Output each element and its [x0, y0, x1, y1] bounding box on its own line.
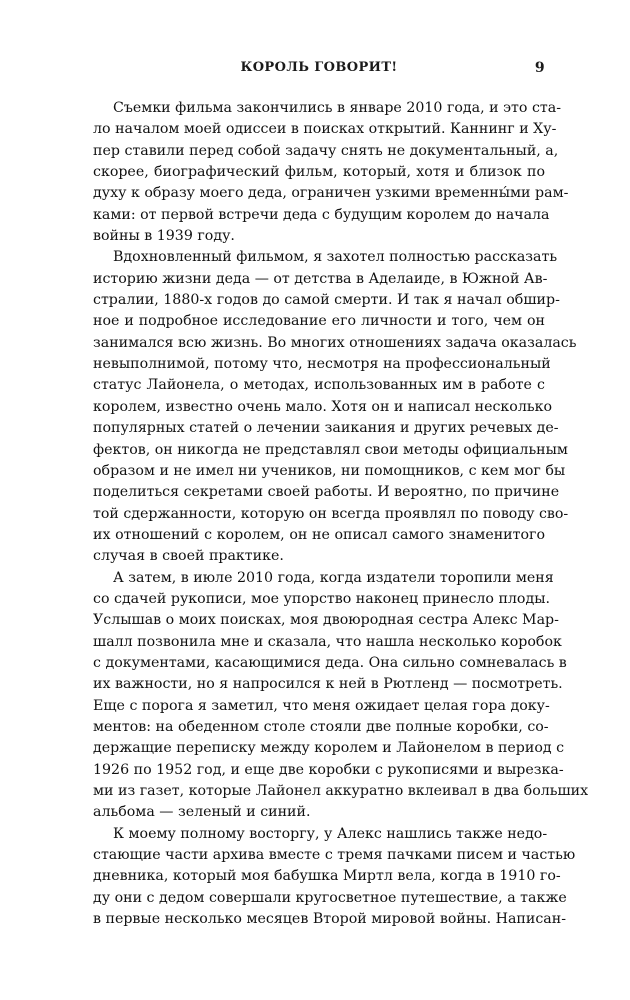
- text-line: занимался всю жизнь. Во многих отношениях задача оказалась: [93, 334, 577, 351]
- text-line: статус Лайонела, о методах, использованных им в работе с: [93, 377, 545, 394]
- running-head: [93, 60, 545, 82]
- text-line: Съемки фильма закончились в январе 2010 года, и это ста-: [113, 100, 561, 116]
- text-line: популярных статей о лечении заикания и других речевых де-: [93, 420, 559, 437]
- text-line: держащие переписку между королем и Лайонелом в период с: [93, 740, 565, 757]
- text-line: ду они с дедом совершали кругосветное путешествие, а также: [93, 889, 567, 906]
- text-line: Услышав о моих поисках, моя двоюродная сестра Алекс Мар-: [93, 612, 559, 629]
- paragraph: [93, 824, 576, 931]
- text-line: духу к образу моего деда, ограничен узкими временны́ми рам-: [93, 185, 569, 202]
- paragraph: [93, 98, 569, 247]
- running-title: КОРОЛЬ ГОВОРИТ!: [240, 60, 398, 75]
- text-line: ками: от первой встречи деда с будущим королем до начала: [93, 206, 550, 223]
- paragraph: [93, 568, 589, 824]
- text-line: ное и подробное исследование его личности и того, чем он: [93, 313, 545, 330]
- text-line: альбома — зеленый и синий.: [93, 804, 311, 821]
- text-line: ло началом моей одиссеи в поисках открытий. Каннинг и Ху-: [93, 121, 557, 138]
- body-text: [93, 98, 589, 930]
- text-line: шалл позвонила мне и сказала, что нашла несколько коробок: [93, 633, 562, 650]
- text-line: с документами, касающимися деда. Она сильно сомневалась в: [93, 654, 567, 671]
- text-line: пер ставили перед собой задачу снять не документальный, а,: [93, 142, 559, 159]
- text-line: ментов: на обеденном столе стояли две полные коробки, со-: [93, 718, 549, 735]
- text-line: королем, известно очень мало. Хотя он и написал несколько: [93, 398, 552, 415]
- text-line: скорее, биографический фильм, который, хотя и близок по: [93, 164, 545, 181]
- text-line: 1926 по 1952 год, и еще две коробки с рукописями и вырезка-: [93, 761, 564, 778]
- text-line: ми из газет, которые Лайонел аккуратно вклеивал в два больших: [93, 783, 589, 799]
- text-line: со сдачей рукописи, мое упорство наконец принесло плоды.: [93, 590, 551, 607]
- text-line: фектов, он никогда не представлял свои методы официальным: [93, 441, 568, 458]
- text-line: Еще с порога я заметил, что меня ожидает целая гора доку-: [93, 697, 550, 714]
- text-line: К моему полному восторгу, у Алекс нашлись также недо-: [113, 825, 548, 842]
- page-number: 9: [534, 60, 545, 76]
- text-line: Вдохновленный фильмом, я захотел полностью рассказать: [113, 249, 558, 266]
- text-line: А затем, в июле 2010 года, когда издатели торопили меня: [113, 569, 554, 586]
- text-line: случая в своей практике.: [93, 548, 284, 565]
- text-line: невыполнимой, потому что, несмотря на профессиональный: [93, 356, 551, 373]
- text-line: образом и не имел ни учеников, ни помощников, с кем мог бы: [93, 462, 566, 479]
- text-line: их важности, но я напросился к ней в Рютленд — посмотреть.: [93, 676, 563, 693]
- text-line: в первые несколько месяцев Второй мировой войны. Написан-: [93, 911, 566, 928]
- text-line: дневника, который моя бабушка Миртл вела, когда в 1910 го-: [93, 868, 561, 885]
- text-line: их отношений с королем, он не описал самого знаменитого: [93, 526, 545, 543]
- text-line: стающие части архива вместе с тремя пачками писем и частью: [93, 847, 576, 864]
- text-line: историю жизни деда — от детства в Аделаиде, в Южной Ав-: [93, 270, 548, 287]
- text-line: поделиться секретами своей работы. И вероятно, по причине: [93, 484, 560, 501]
- text-line: войны в 1939 году.: [93, 228, 235, 245]
- paragraph: [93, 247, 577, 567]
- text-line: стралии, 1880-х годов до самой смерти. И так я начал обшир-: [93, 292, 560, 309]
- text-line: той сдержанности, которую он всегда проявлял по поводу сво-: [93, 505, 569, 522]
